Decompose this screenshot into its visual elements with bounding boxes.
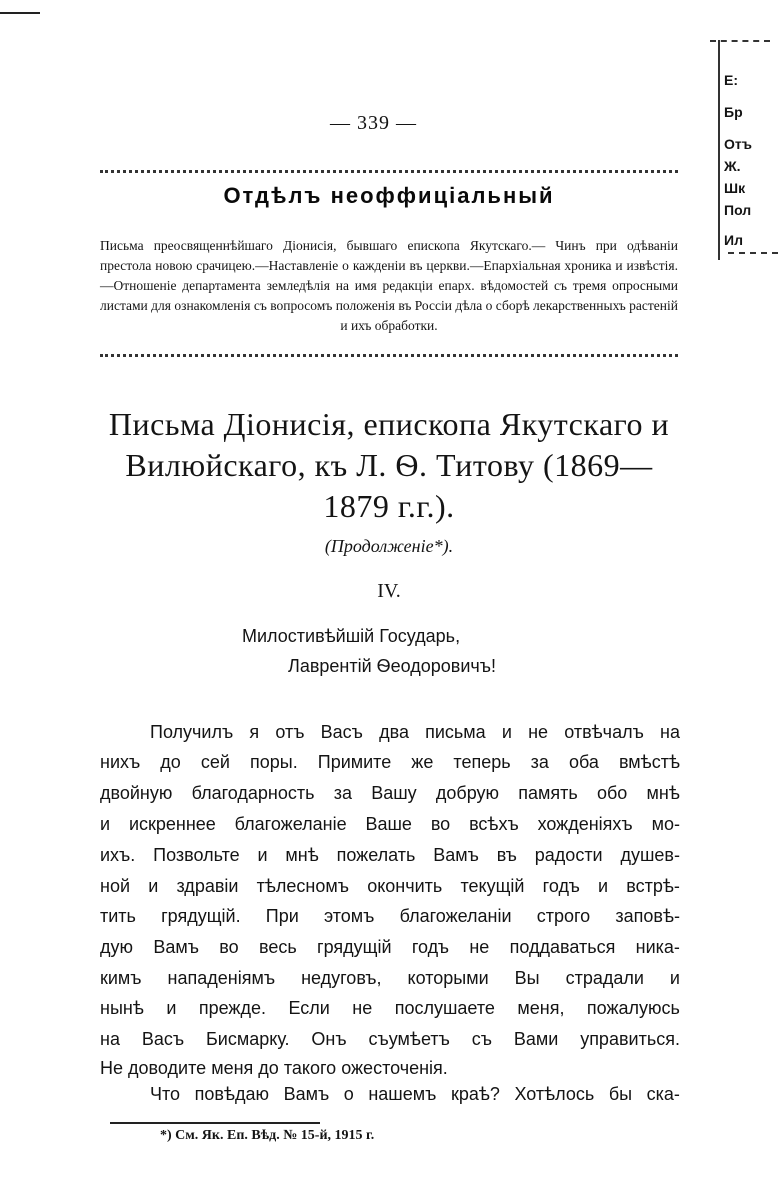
body-line — [100, 998, 680, 1024]
body-word: Вы — [514, 968, 540, 988]
body-word: два — [379, 722, 409, 742]
body-word: этомъ — [323, 906, 375, 926]
body-word: Не — [100, 1058, 124, 1078]
body-word: Вамъ — [153, 937, 199, 957]
body-word: нихъ — [100, 752, 141, 772]
salutation-line: Лаврентій Ѳеодоровичъ! — [288, 656, 497, 676]
body-word: радости — [534, 845, 603, 865]
body-word: на — [660, 722, 680, 742]
body-word: дую — [100, 937, 134, 957]
body-line — [100, 1058, 680, 1084]
body-word: отъ — [275, 722, 305, 742]
body-word: Вами — [513, 1029, 559, 1049]
body-line — [100, 937, 680, 963]
body-word: грядущій — [317, 937, 392, 957]
body-word: искреннее — [128, 814, 216, 834]
body-word: встрѣ- — [626, 876, 680, 896]
body-line — [100, 752, 680, 778]
body-word: нынѣ — [100, 998, 144, 1018]
margin-dash-bottom — [728, 252, 778, 254]
body-word: съумѣетъ — [368, 1029, 450, 1049]
body-word: Бисмарку. — [205, 1029, 290, 1049]
margin-fragment: Пол — [724, 202, 752, 218]
body-word: Что — [150, 1084, 181, 1104]
body-word: повѣдаю — [194, 1084, 269, 1104]
body-word: тѣлесномъ — [256, 876, 350, 896]
body-line — [100, 876, 680, 902]
body-line — [100, 968, 680, 994]
body-word: благожеланіе — [234, 814, 347, 834]
body-word: ной — [100, 876, 131, 896]
body-word: и — [257, 845, 268, 865]
body-word: память — [518, 783, 578, 803]
body-word: Васъ — [141, 1029, 185, 1049]
margin-fragment: Ил — [724, 232, 743, 248]
body-word: годъ — [411, 937, 450, 957]
body-word: ожесточенія. — [341, 1058, 448, 1078]
body-word: благодарность — [191, 783, 315, 803]
body-word: пожелать — [336, 845, 416, 865]
body-line — [150, 722, 680, 748]
body-word: не — [352, 998, 373, 1018]
body-word: поры. — [249, 752, 298, 772]
body-word: послушаете — [394, 998, 495, 1018]
section-title: Отдѣлъ неоффиціальный — [223, 183, 555, 208]
body-word: мнѣ — [285, 845, 319, 865]
body-word: нападеніямъ — [167, 968, 276, 988]
body-word: здравіи — [176, 876, 239, 896]
body-line — [100, 1029, 680, 1055]
body-word: и — [501, 722, 512, 742]
body-word: Примите — [317, 752, 392, 772]
body-word: и — [598, 876, 609, 896]
footnote-rule — [110, 1122, 320, 1124]
body-word: При — [265, 906, 299, 926]
salutation-line: Милостивѣйшій Государь, — [242, 626, 461, 646]
body-line — [100, 906, 680, 932]
page-number: — 339 — — [330, 112, 417, 134]
body-word: отвѣчалъ — [564, 722, 644, 742]
body-word: Васъ — [320, 722, 363, 742]
body-word: на — [100, 1029, 120, 1049]
body-word: письма — [425, 722, 486, 742]
body-word: страдали — [565, 968, 644, 988]
body-word: въ — [496, 845, 517, 865]
body-word: и — [100, 814, 111, 834]
body-word: Получилъ — [150, 722, 234, 742]
body-word: же — [411, 752, 434, 772]
body-word: мо- — [651, 814, 680, 834]
body-word: недуговъ, — [301, 968, 382, 988]
margin-border — [718, 40, 720, 260]
body-word: теперь — [453, 752, 511, 772]
footnote: *) См. Як. Еп. Вѣд. № 15-й, 1915 г. — [160, 1128, 375, 1143]
body-line — [100, 814, 680, 840]
body-word: Хотѣлось — [514, 1084, 595, 1104]
corner-scan-mark — [0, 12, 40, 14]
contents-summary: Письма преосвященнѣйшаго Діонисія, бывшаго епископа Якутскаго.— Чинъ при одѣваніи престола новою срачицею.—Наставленіе о кажденіи въ церкви.—Епархіальная хроника и извѣстія.—Отношеніе департамента земледѣлія на имя редакціи епарх. вѣдомостей съ тремя опросными листами для ознакомленія съ вопросомъ положенія въ Россіи дѣла о сборѣ лекарственныхъ растеній и ихъ обработки. — [100, 238, 678, 333]
body-word: годъ — [542, 876, 580, 896]
body-word: заповѣ- — [615, 906, 680, 926]
body-word: во — [219, 937, 239, 957]
body-word: бы — [608, 1084, 633, 1104]
body-line — [150, 1084, 680, 1110]
body-word: Если — [288, 998, 330, 1018]
body-word: во — [430, 814, 451, 834]
body-line — [100, 783, 680, 809]
body-word: грядущій. — [161, 906, 241, 926]
body-word: которыми — [407, 968, 489, 988]
body-word: сей — [200, 752, 230, 772]
body-word: вмѣстѣ — [618, 752, 680, 772]
body-word: окончить — [367, 876, 443, 896]
body-word: меня — [211, 1058, 254, 1078]
body-word: за — [333, 783, 352, 803]
body-word: ска- — [646, 1084, 680, 1104]
body-word: строго — [536, 906, 591, 926]
body-word: нашемъ — [368, 1084, 437, 1104]
body-word: оба — [568, 752, 599, 772]
body-word: Позвольте — [153, 845, 240, 865]
body-word: доводите — [128, 1058, 207, 1078]
body-word: текущій — [460, 876, 525, 896]
body-word: меня, — [517, 998, 565, 1018]
body-word: благожеланіи — [399, 906, 512, 926]
body-word: съ — [471, 1029, 492, 1049]
margin-fragment: Ж. — [724, 158, 741, 174]
body-word: ихъ. — [100, 845, 136, 865]
margin-fragment: Бр — [724, 104, 743, 120]
body-word: не — [469, 937, 490, 957]
body-word: всѣхъ — [469, 814, 519, 834]
body-word: за — [530, 752, 549, 772]
body-word: весь — [258, 937, 297, 957]
letter-number: IV. — [377, 580, 401, 602]
body-word: Ваше — [365, 814, 412, 834]
body-word: до — [258, 1058, 279, 1078]
top-divider — [100, 170, 678, 173]
body-word: и — [148, 876, 159, 896]
body-line — [100, 845, 680, 871]
body-word: мнѣ — [646, 783, 680, 803]
body-word: кимъ — [100, 968, 142, 988]
body-word: краѣ? — [450, 1084, 500, 1104]
continued-note: (Продолженіе*). — [324, 536, 454, 556]
body-word: Вамъ — [283, 1084, 330, 1104]
body-word: обо — [596, 783, 628, 803]
body-word: пожалуюсь — [586, 998, 680, 1018]
contents-divider — [100, 354, 678, 357]
body-word: о — [343, 1084, 354, 1104]
body-word: не — [528, 722, 549, 742]
body-word: добрую — [435, 783, 500, 803]
body-word: поддаваться — [509, 937, 616, 957]
body-word: до — [160, 752, 181, 772]
body-word: ника- — [635, 937, 680, 957]
body-word: Онъ — [311, 1029, 347, 1049]
body-word: Вашу — [371, 783, 417, 803]
margin-fragment: Шк — [724, 180, 746, 196]
margin-fragment: Е: — [724, 72, 738, 88]
adjacent-page-margin — [700, 40, 780, 300]
body-word: и — [669, 968, 680, 988]
body-word: душев- — [620, 845, 680, 865]
body-word: прежде. — [198, 998, 266, 1018]
body-word: я — [249, 722, 260, 742]
body-word: Вамъ — [433, 845, 479, 865]
body-word: тить — [100, 906, 136, 926]
body-word: хожденіяхъ — [537, 814, 633, 834]
body-word: двойную — [100, 783, 173, 803]
body-word: такого — [283, 1058, 337, 1078]
margin-fragment: Отъ — [724, 136, 752, 152]
body-word: и — [166, 998, 177, 1018]
body-word: управиться. — [580, 1029, 680, 1049]
article-title: Письма Діонисія, епископа Якутскаго и Вилюйскаго, къ Л. Ѳ. Титову (1869—1879 г.г.). — [108, 406, 670, 524]
